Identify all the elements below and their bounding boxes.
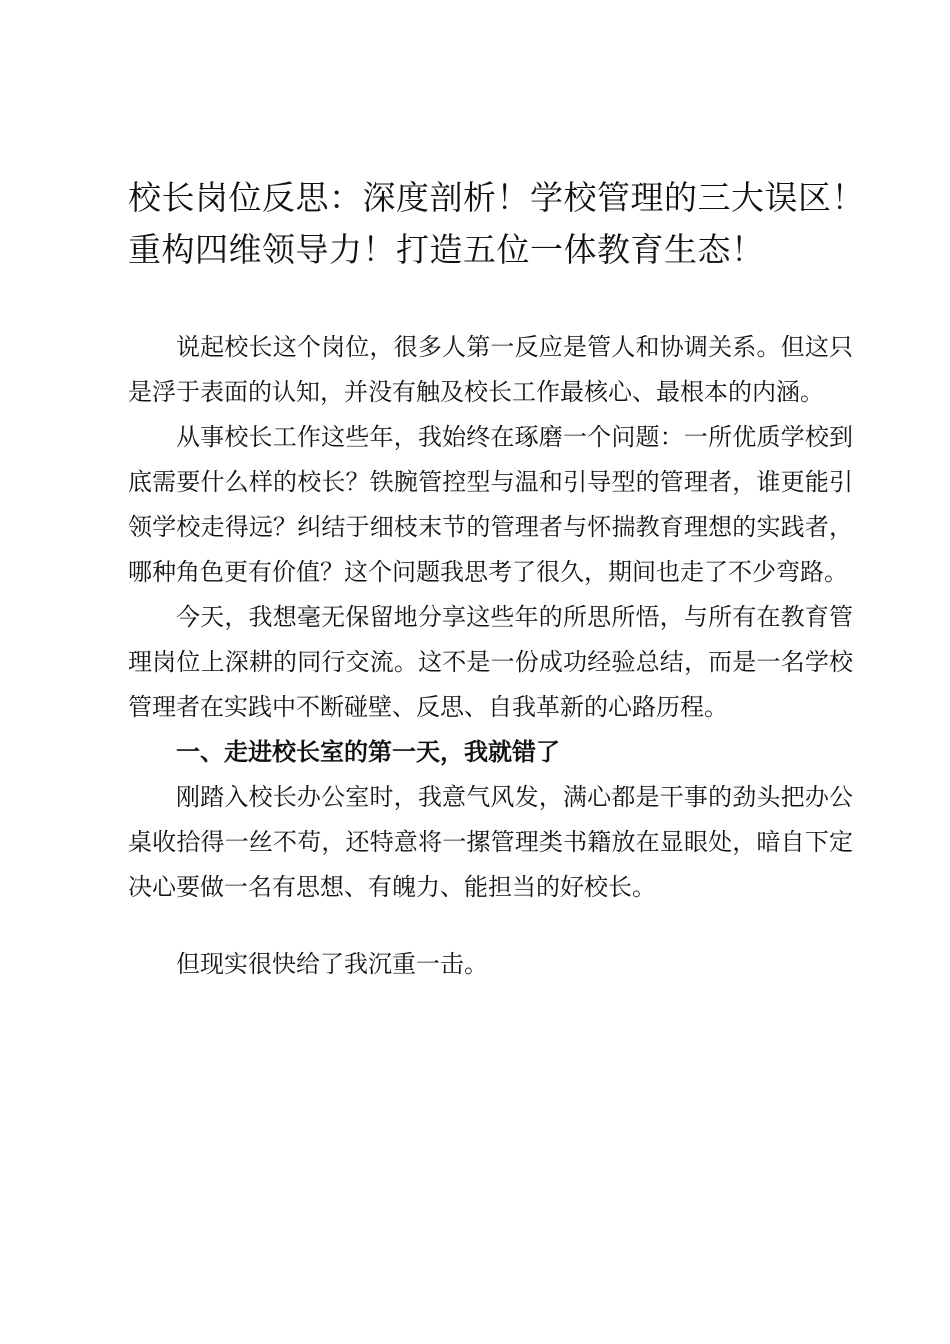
section-heading: 一、走进校长室的第一天，我就错了	[176, 738, 560, 766]
document-title: 校长岗位反思：深度剖析！学校管理的三大误区！重构四维领导力！打造五位一体教育生态！	[128, 178, 865, 269]
document-body	[128, 325, 853, 987]
paragraph: 说起校长这个岗位，很多人第一反应是管人和协调关系。但这只是浮于表面的认知，并没有触及校长工作最核心、最根本的内涵。	[128, 333, 853, 406]
paragraph: 今天，我想毫无保留地分享这些年的所思所悟，与所有在教育管理岗位上深耕的同行交流。这不是一份成功经验总结，而是一名学校管理者在实践中不断碰壁、反思、自我革新的心路历程。	[128, 603, 853, 721]
paragraph: 但现实很快给了我沉重一击。	[176, 950, 488, 978]
paragraph: 刚踏入校长办公室时，我意气风发，满心都是干事的劲头把办公桌收拾得一丝不苟，还特意将一摞管理类书籍放在显眼处，暗自下定决心要做一名有思想、有魄力、能担当的好校长。	[128, 783, 853, 901]
paragraph: 从事校长工作这些年，我始终在琢磨一个问题：一所优质学校到底需要什么样的校长？铁腕管控型与温和引导型的管理者，谁更能引领学校走得远？纠结于细枝末节的管理者与怀揣教育理想的实践者，哪种角色更有价值？这个问题我思考了很久，期间也走了不少弯路。	[128, 423, 853, 586]
